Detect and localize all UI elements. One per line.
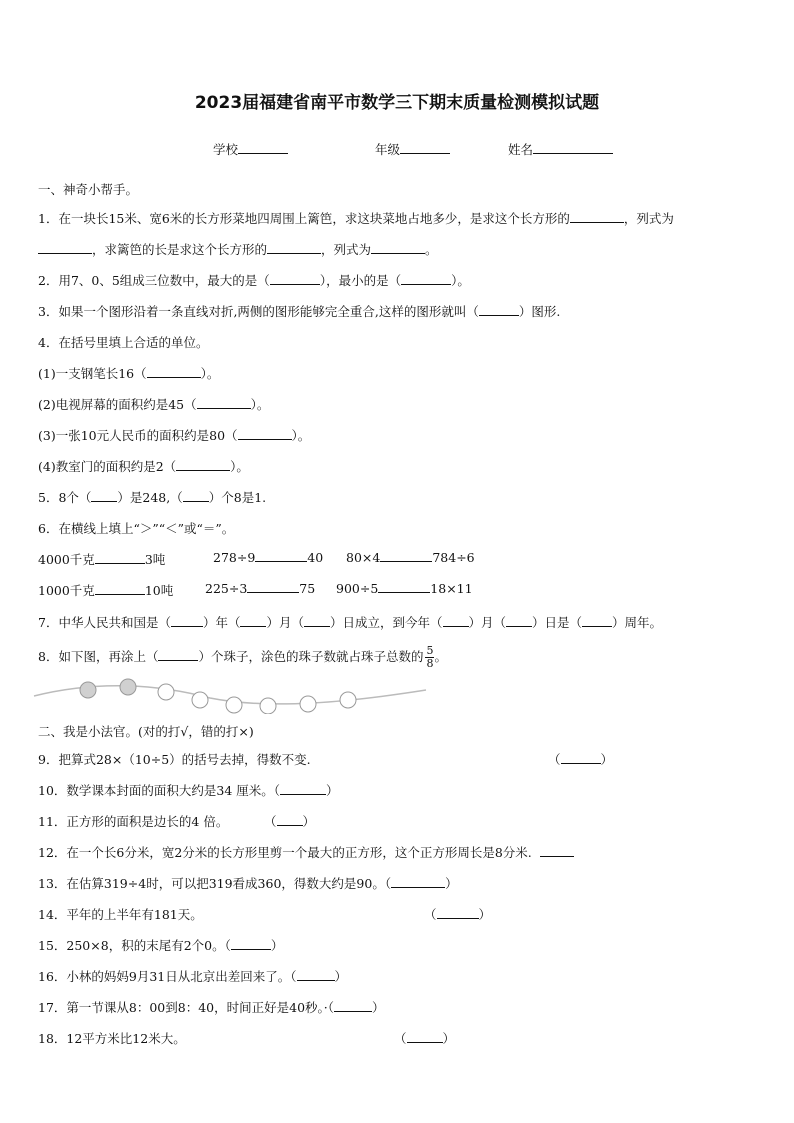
q14-blank[interactable] xyxy=(437,917,479,919)
question-9: 9．把算式28×（10÷5）的括号去掉，得数不变. xyxy=(38,752,311,767)
q6-r2-c-blank[interactable] xyxy=(378,591,430,593)
question-1-line-2 xyxy=(38,240,438,258)
q18-open: （ xyxy=(394,1031,407,1046)
q6-row-1-c xyxy=(346,550,475,565)
q7-text-d: ）日成立，到今年（ xyxy=(330,615,443,630)
q17-blank[interactable] xyxy=(334,1010,372,1012)
name-label: 姓名 xyxy=(508,142,534,157)
q11-open: （ xyxy=(264,814,277,829)
q11-answer xyxy=(264,812,315,830)
q17-text: 17．第一节课从8：00到8：40，时间正好是40秒。·（ xyxy=(38,1000,335,1015)
q14-open: （ xyxy=(424,907,437,922)
q14-close: ） xyxy=(478,907,492,922)
bead-empty xyxy=(260,698,276,714)
q6-row-2-c xyxy=(336,581,473,596)
q10-close: ） xyxy=(326,783,339,798)
q6-r1-b-right: 40 xyxy=(307,550,324,565)
grade-blank[interactable] xyxy=(400,152,450,154)
q1-blank-3[interactable] xyxy=(267,252,321,254)
q2-blank-1[interactable] xyxy=(270,283,320,285)
q16-blank[interactable] xyxy=(297,979,335,981)
q2-blank-2[interactable] xyxy=(401,283,451,285)
question-4: 4．在括号里填上合适的单位。 xyxy=(38,335,209,350)
q1-text-c: ，求篱笆的长是求这个长方形的 xyxy=(92,242,268,257)
question-11: 11．正方形的面积是边长的4 倍。 xyxy=(38,814,229,829)
q16-close: ） xyxy=(334,969,348,984)
q4-2-text-a: (2)电视屏幕的面积约是45（ xyxy=(38,397,197,412)
q7-blank-2[interactable] xyxy=(240,625,266,627)
grade-field xyxy=(375,140,450,158)
q4-1-blank[interactable] xyxy=(147,376,201,378)
q4-1-text-a: (1)一支钢笔长16（ xyxy=(38,366,147,381)
q6-r1-a-left: 4000千克 xyxy=(38,552,95,567)
q7-text-g: ）周年。 xyxy=(612,615,663,630)
q1-blank-4[interactable] xyxy=(371,252,425,254)
bead-shaded xyxy=(120,679,136,695)
q15-text: 15．250×8，积的末尾有2个0。（ xyxy=(38,938,231,953)
q17-close: ） xyxy=(372,1000,385,1015)
q12-text: 12．在一个长6分米，宽2分米的长方形里剪一个最大的正方形，这个正方形周长是8分米. xyxy=(38,845,532,860)
bead-shaded xyxy=(80,682,96,698)
q6-r2-b-left: 225÷3 xyxy=(205,581,248,596)
q18-blank[interactable] xyxy=(407,1041,443,1043)
q13-close: ） xyxy=(445,876,458,891)
q7-text-f: ）日是（ xyxy=(532,615,583,630)
question-3 xyxy=(38,302,560,320)
q2-text-a: 2．用7、0、5组成三位数中，最大的是（ xyxy=(38,273,270,288)
q4-4-blank[interactable] xyxy=(176,469,230,471)
question-15 xyxy=(38,936,283,954)
q1-text-d: ，列式为 xyxy=(321,242,372,257)
q15-blank[interactable] xyxy=(231,948,271,950)
q10-blank[interactable] xyxy=(280,793,326,795)
q4-4-text-a: (4)教室门的面积约是2（ xyxy=(38,459,177,474)
q5-text-b: ）是248,（ xyxy=(117,490,183,505)
name-field xyxy=(508,140,613,158)
q7-text-b: ）年（ xyxy=(202,615,241,630)
bead-string-figure xyxy=(30,674,430,714)
question-1-line-1 xyxy=(38,209,674,227)
q3-text-b: ）图形. xyxy=(518,304,561,319)
q9-answer xyxy=(548,750,613,768)
q13-blank[interactable] xyxy=(391,886,445,888)
q6-r1-c-right: 784÷6 xyxy=(432,550,475,565)
q6-r2-a-left: 1000千克 xyxy=(38,583,95,598)
question-10 xyxy=(38,781,339,799)
q8-text-c: 。 xyxy=(434,649,447,664)
q1-text-b: ，列式为 xyxy=(623,211,674,226)
fraction-denominator: 8 xyxy=(426,657,434,670)
q7-text-c: ）月（ xyxy=(266,615,304,630)
q7-blank-6[interactable] xyxy=(582,625,612,627)
q6-r2-c-left: 900÷5 xyxy=(336,581,379,596)
school-blank[interactable] xyxy=(238,152,288,154)
question-4-2 xyxy=(38,395,269,413)
section-1-heading: 一、神奇小帮手。 xyxy=(38,182,139,197)
q14-answer xyxy=(424,905,491,923)
q5-text-a: 5．8个（ xyxy=(38,490,92,505)
q7-blank-5[interactable] xyxy=(506,625,532,627)
grade-label: 年级 xyxy=(375,142,401,157)
q8-text-a: 8．如下图，再涂上（ xyxy=(38,649,159,664)
q7-text-e: ）月（ xyxy=(468,615,507,630)
bead-empty xyxy=(226,697,242,713)
q8-blank[interactable] xyxy=(158,659,198,661)
q11-close: ） xyxy=(302,814,316,829)
q5-blank-2[interactable] xyxy=(183,500,209,502)
question-4-1 xyxy=(38,364,219,382)
question-2 xyxy=(38,271,470,289)
q6-row-2-a xyxy=(38,581,173,599)
q9-open: （ xyxy=(548,752,561,767)
bead-empty xyxy=(158,684,174,700)
q7-blank-4[interactable] xyxy=(443,625,469,627)
q15-close: ） xyxy=(270,938,284,953)
q12-blank[interactable] xyxy=(540,855,574,857)
q7-blank-1[interactable] xyxy=(171,625,203,627)
q18-close: ） xyxy=(442,1031,456,1046)
q1-blank-2[interactable] xyxy=(38,252,92,254)
q4-2-text-b: ）。 xyxy=(250,397,270,412)
beads-group xyxy=(80,679,356,714)
q18-answer xyxy=(394,1029,455,1047)
q6-row-1-b xyxy=(213,550,323,565)
q6-r1-c-left: 80×4 xyxy=(346,550,381,565)
q2-text-c: ）。 xyxy=(451,273,470,288)
question-14: 14．平年的上半年有181天。 xyxy=(38,907,203,922)
q6-r1-c-blank[interactable] xyxy=(380,560,432,562)
name-blank[interactable] xyxy=(533,152,613,154)
q3-text-a: 3．如果一个图形沿着一条直线对折,两侧的图形能够完全重合,这样的图形就叫（ xyxy=(38,304,479,319)
q9-blank[interactable] xyxy=(561,762,601,764)
q6-r1-a-right: 3吨 xyxy=(144,552,166,567)
q16-text: 16．小林的妈妈9月31日从北京出差回来了。（ xyxy=(38,969,297,984)
q1-text-e: 。 xyxy=(425,242,438,257)
q5-blank-1[interactable] xyxy=(91,500,117,502)
bead-empty xyxy=(192,692,208,708)
q6-r2-b-blank[interactable] xyxy=(247,591,299,593)
q5-text-c: ）个8是1. xyxy=(208,490,267,505)
q6-r1-b-blank[interactable] xyxy=(255,560,307,562)
question-18: 18．12平方米比12米大。 xyxy=(38,1031,186,1046)
question-12 xyxy=(38,843,574,861)
q4-3-text-b: ）。 xyxy=(291,428,311,443)
question-4-3 xyxy=(38,426,310,444)
bead-empty xyxy=(300,696,316,712)
q8-text-b: ）个珠子，涂色的珠子数就占珠子总数的 xyxy=(198,649,424,664)
question-7 xyxy=(38,613,662,631)
q1-blank-1[interactable] xyxy=(570,221,624,223)
bead-empty xyxy=(340,692,356,708)
q6-r2-a-right: 10吨 xyxy=(144,583,174,598)
question-5 xyxy=(38,488,266,506)
q10-text: 10．数学课本封面的面积大约是34 厘米。（ xyxy=(38,783,281,798)
question-4-4 xyxy=(38,457,249,475)
question-6: 6．在横线上填上“＞”“＜”或“＝”。 xyxy=(38,521,235,536)
section-2-heading: 二、我是小法官。(对的打√，错的打×) xyxy=(38,724,254,739)
q2-text-b: ），最小的是（ xyxy=(319,273,402,288)
q7-blank-3[interactable] xyxy=(304,625,330,627)
q3-blank[interactable] xyxy=(479,314,519,316)
q4-1-text-b: ）。 xyxy=(200,366,220,381)
question-13 xyxy=(38,874,458,892)
q11-blank[interactable] xyxy=(277,824,303,826)
page-title: 2023届福建省南平市数学三下期末质量检测模拟试题 xyxy=(194,93,600,113)
q6-row-2-b xyxy=(205,581,315,596)
q1-text-a: 1．在一块长15米、宽6米的长方形菜地四周围上篱笆，求这块菜地占地多少，是求这个长方形的 xyxy=(38,211,570,226)
question-17 xyxy=(38,998,385,1016)
q6-r2-b-right: 75 xyxy=(299,581,316,596)
q4-2-blank[interactable] xyxy=(197,407,251,409)
q13-text: 13．在估算319÷4时，可以把319看成360，得数大约是90。（ xyxy=(38,876,392,891)
question-8 xyxy=(38,643,447,671)
q4-4-text-b: ）。 xyxy=(230,459,249,474)
school-field xyxy=(213,140,288,158)
question-16 xyxy=(38,967,347,985)
q7-text-a: 7．中华人民共和国是（ xyxy=(38,615,171,630)
q6-row-1-a xyxy=(38,550,165,568)
q4-3-blank[interactable] xyxy=(238,438,292,440)
fraction-numerator: 5 xyxy=(426,644,434,657)
q6-r2-a-blank[interactable] xyxy=(95,593,145,595)
q9-close: ） xyxy=(600,752,614,767)
q6-r2-c-right: 18×11 xyxy=(430,581,473,596)
school-label: 学校 xyxy=(213,142,239,157)
q6-r1-a-blank[interactable] xyxy=(95,562,145,564)
q4-3-text-a: (3)一张10元人民币的面积约是80（ xyxy=(38,428,238,443)
q6-r1-b-left: 278÷9 xyxy=(213,550,256,565)
